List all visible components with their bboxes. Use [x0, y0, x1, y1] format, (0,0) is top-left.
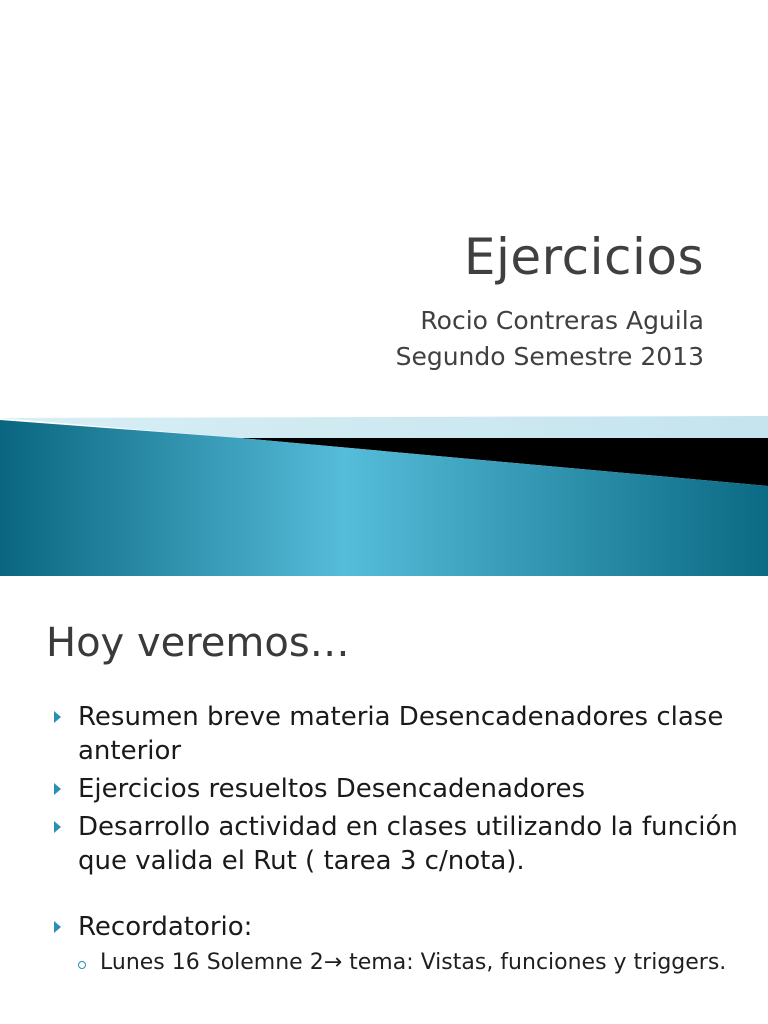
list-item-text: Ejercicios resueltos Desencadenadores: [78, 774, 586, 804]
triangle-bullet-icon: [54, 711, 61, 723]
slide-title: Ejercicios: [463, 228, 704, 286]
slide-subtitle-semester: Segundo Semestre 2013: [395, 342, 704, 371]
list-item-text: Resumen breve materia Desencadenadores clase anterior: [78, 702, 724, 766]
decorative-banner: [0, 400, 768, 576]
sub-list-item-text: Lunes 16 Solemne 2→ tema: Vistas, funciones y triggers.: [100, 950, 727, 975]
slide-heading: Hoy veremos…: [46, 620, 350, 666]
triangle-bullet-icon: [54, 783, 61, 795]
sub-list-item: [54, 948, 754, 977]
list-item: [54, 772, 754, 806]
triangle-bullet-icon: [54, 921, 61, 933]
list-item: [54, 700, 754, 768]
list-spacer: [54, 882, 754, 910]
bullet-list: [54, 700, 754, 977]
content-slide: [0, 576, 768, 1024]
list-item-reminder: [54, 910, 754, 944]
list-item: [54, 810, 754, 878]
reminder-label: Recordatorio:: [78, 912, 253, 942]
triangle-bullet-icon: [54, 821, 61, 833]
list-item-text: Desarrollo actividad en clases utilizando la función que valida el Rut ( tarea 3 c/nota).: [78, 812, 738, 876]
slide-subtitle-author: Rocio Contreras Aguila: [420, 306, 704, 335]
ring-bullet-icon: [78, 961, 86, 969]
